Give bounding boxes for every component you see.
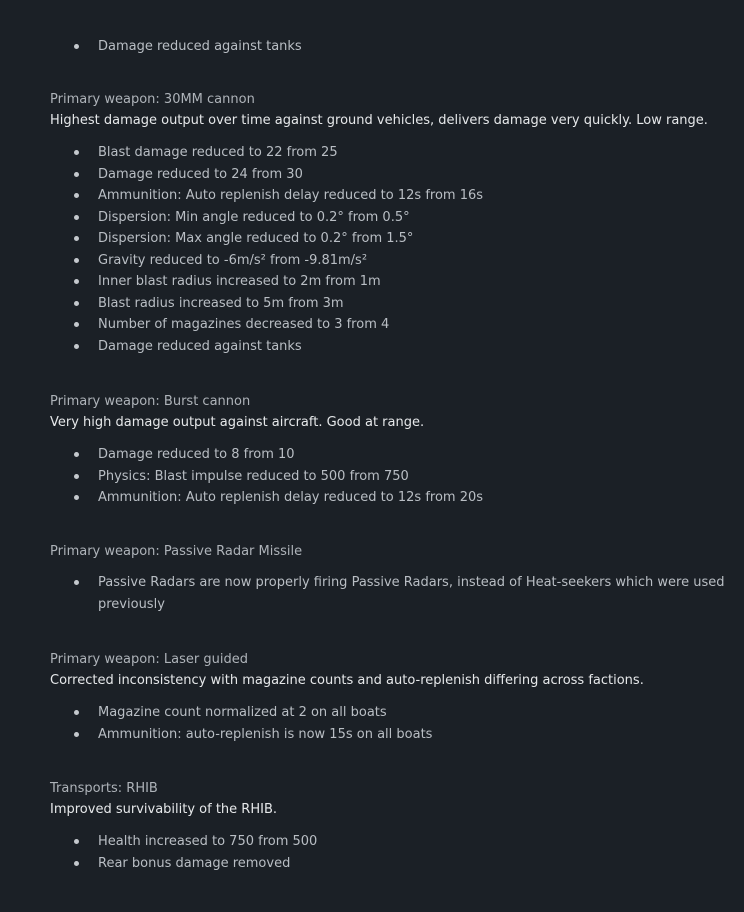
intro-section bbox=[0, 36, 744, 58]
bullet-icon bbox=[74, 322, 79, 327]
bullet-icon bbox=[74, 258, 79, 263]
list-item: Ammunition: auto-replenish is now 15s on all boats bbox=[0, 724, 744, 746]
section-title: Primary weapon: Laser guided bbox=[50, 652, 248, 667]
bullet-icon bbox=[74, 236, 79, 241]
bullet-icon bbox=[74, 150, 79, 155]
change-list bbox=[0, 444, 744, 509]
section-description: Highest damage output over time against ground vehicles, delivers damage very quickly. Low range. bbox=[50, 113, 708, 128]
section-description: Very high damage output against aircraft. Good at range. bbox=[50, 415, 425, 430]
list-item: Damage reduced against tanks bbox=[0, 36, 744, 58]
bullet-icon bbox=[74, 279, 79, 284]
list-item: Gravity reduced to -6m/s² from -9.81m/s² bbox=[0, 250, 744, 272]
section-title: Primary weapon: 30MM cannon bbox=[50, 92, 255, 107]
bullet-icon bbox=[74, 172, 79, 177]
bullet-icon bbox=[74, 839, 79, 844]
section-title: Primary weapon: Passive Radar Missile bbox=[50, 544, 303, 559]
section-passive-radar-missile bbox=[0, 541, 744, 615]
section-title: Primary weapon: Burst cannon bbox=[50, 394, 251, 409]
bullet-icon bbox=[74, 44, 79, 49]
list-item: Passive Radars are now properly firing Passive Radars, instead of Heat-seekers which were used previously bbox=[0, 572, 744, 615]
change-list bbox=[0, 702, 744, 745]
list-item: Blast radius increased to 5m from 3m bbox=[0, 293, 744, 315]
bullet-icon bbox=[74, 861, 79, 866]
bullet-icon bbox=[74, 732, 79, 737]
section-description: Corrected inconsistency with magazine counts and auto-replenish differing across factions. bbox=[50, 673, 644, 688]
list-item: Inner blast radius increased to 2m from 1m bbox=[0, 271, 744, 293]
section-transports-rhib bbox=[0, 778, 744, 874]
bullet-icon bbox=[74, 495, 79, 500]
bullet-icon bbox=[74, 710, 79, 715]
section-burst-cannon bbox=[0, 391, 744, 509]
list-item: Number of magazines decreased to 3 from 4 bbox=[0, 314, 744, 336]
list-item: Damage reduced to 8 from 10 bbox=[0, 444, 744, 466]
bullet-icon bbox=[74, 344, 79, 349]
bullet-icon bbox=[74, 215, 79, 220]
bullet-icon bbox=[74, 301, 79, 306]
bullet-icon bbox=[74, 580, 79, 585]
section-laser-guided bbox=[0, 649, 744, 745]
list-item: Health increased to 750 from 500 bbox=[0, 831, 744, 853]
list-item: Physics: Blast impulse reduced to 500 from 750 bbox=[0, 466, 744, 488]
intro-list bbox=[0, 36, 744, 58]
section-title: Transports: RHIB bbox=[50, 781, 158, 796]
list-item: Magazine count normalized at 2 on all boats bbox=[0, 702, 744, 724]
list-item: Rear bonus damage removed bbox=[0, 853, 744, 875]
section-description: Improved survivability of the RHIB. bbox=[50, 802, 277, 817]
change-list bbox=[0, 831, 744, 874]
change-list bbox=[0, 142, 744, 357]
bullet-icon bbox=[74, 452, 79, 457]
bullet-icon bbox=[74, 474, 79, 479]
list-item: Blast damage reduced to 22 from 25 bbox=[0, 142, 744, 164]
list-item: Dispersion: Min angle reduced to 0.2° from 0.5° bbox=[0, 207, 744, 229]
list-item: Dispersion: Max angle reduced to 0.2° from 1.5° bbox=[0, 228, 744, 250]
bullet-icon bbox=[74, 193, 79, 198]
list-item: Ammunition: Auto replenish delay reduced to 12s from 16s bbox=[0, 185, 744, 207]
list-item: Damage reduced against tanks bbox=[0, 336, 744, 358]
list-item: Ammunition: Auto replenish delay reduced to 12s from 20s bbox=[0, 487, 744, 509]
list-item: Damage reduced to 24 from 30 bbox=[0, 164, 744, 186]
section-30mm-cannon bbox=[0, 89, 744, 357]
change-list bbox=[0, 572, 744, 615]
